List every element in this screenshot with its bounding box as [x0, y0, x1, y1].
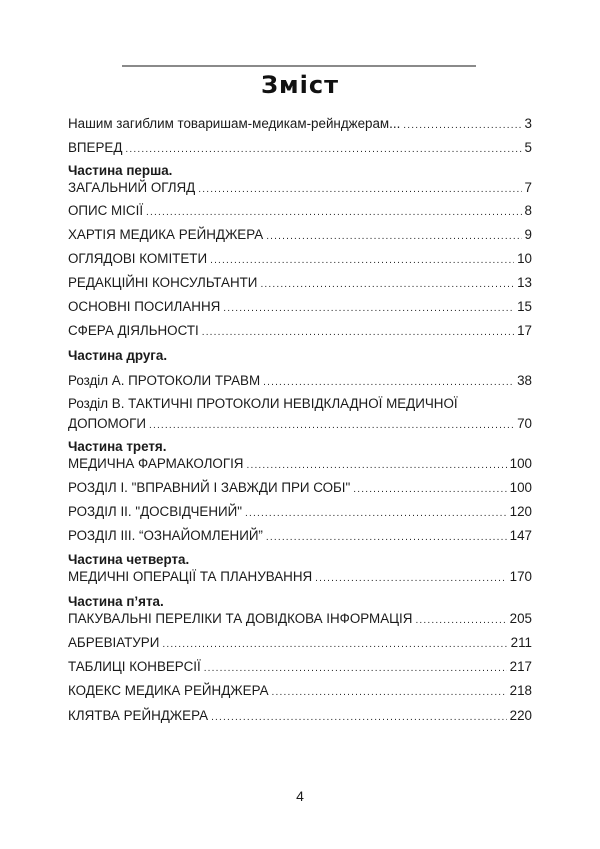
toc-entry[interactable]	[68, 634, 532, 652]
leader-dots	[260, 276, 514, 294]
toc-entry-label: Розділ А. ПРОТОКОЛИ ТРАВМ	[68, 373, 261, 388]
toc-entry-label: ВПЕРЕД	[68, 140, 123, 155]
toc-entry-label: РЕДАКЦІЙНІ КОНСУЛЬТАНТИ	[68, 275, 258, 290]
toc-entry-page: 13	[517, 275, 532, 290]
page-number: 4	[296, 788, 304, 804]
toc-entry-label: МЕДИЧНА ФАРМАКОЛОГІЯ	[68, 456, 244, 471]
leader-dots	[223, 300, 514, 318]
toc-entry-page: 7	[524, 180, 532, 195]
toc-entry[interactable]	[68, 658, 532, 676]
leader-dots	[162, 636, 507, 654]
toc-entry-label: КОДЕКС МЕДИКА РЕЙНДЖЕРА	[68, 683, 269, 698]
leader-dots	[202, 324, 514, 342]
toc-entry-page: 3	[524, 116, 532, 131]
toc-entry-label: ТАБЛИЦІ КОНВЕРСІЇ	[68, 659, 201, 674]
toc-entry-multiline-first[interactable]	[68, 395, 532, 413]
toc-entry-page: 170	[509, 569, 532, 584]
toc-entry-label: РОЗДІЛ ІІІ. “ОЗНАЙОМЛЕНИЙ”	[68, 528, 263, 543]
toc-entry-page: 9	[524, 227, 532, 242]
toc-entry[interactable]	[68, 372, 532, 390]
leader-dots	[146, 204, 522, 222]
toc-entry[interactable]	[68, 274, 532, 292]
part-heading-5: Частина п’ята.	[68, 594, 164, 609]
leader-dots	[210, 252, 514, 270]
part-heading-4: Частина четверта.	[68, 552, 190, 567]
toc-entry-label: Розділ В. ТАКТИЧНІ ПРОТОКОЛИ НЕВІДКЛАДНОЇ МЕДИЧНОЇ	[68, 396, 458, 411]
leader-dots	[353, 481, 506, 499]
leader-dots	[204, 660, 507, 678]
toc-entry-label: СФЕРА ДІЯЛЬНОСТІ	[68, 323, 199, 338]
leader-dots	[198, 181, 521, 199]
toc-entry-label-cont: ДОПОМОГИ	[68, 416, 146, 431]
part-heading-3: Частина третя.	[68, 439, 167, 454]
header-rule	[122, 65, 476, 67]
toc-entry-page: 211	[510, 635, 532, 650]
toc-entry[interactable]	[68, 455, 532, 473]
leader-dots	[125, 141, 521, 159]
toc-entry-page: 220	[509, 708, 532, 723]
toc-entry-page: 100	[509, 480, 532, 495]
toc-entry-page: 15	[517, 299, 532, 314]
toc-entry-foreword[interactable]	[68, 139, 532, 157]
toc-entry[interactable]	[68, 479, 532, 497]
toc-entry-label: МЕДИЧНІ ОПЕРАЦІЇ ТА ПЛАНУВАННЯ	[68, 569, 313, 584]
toc-entry[interactable]	[68, 250, 532, 268]
toc-entry[interactable]	[68, 707, 532, 725]
leader-dots	[272, 684, 507, 702]
leader-dots	[415, 612, 506, 630]
toc-entry[interactable]	[68, 179, 532, 197]
toc-entry[interactable]	[68, 322, 532, 340]
toc-entry-page: 218	[509, 683, 532, 698]
leader-dots	[149, 417, 514, 435]
toc-entry[interactable]	[68, 503, 532, 521]
leader-dots	[263, 374, 514, 392]
toc-entry-page: 217	[509, 659, 532, 674]
leader-dots	[211, 709, 507, 727]
leader-dots	[245, 505, 507, 523]
page-title: Зміст	[260, 71, 340, 99]
toc-entry[interactable]	[68, 202, 532, 220]
toc-entry[interactable]	[68, 527, 532, 545]
toc-entry-label: АБРЕВІАТУРИ	[68, 635, 160, 650]
leader-dots	[246, 457, 506, 475]
toc-entry-multiline-cont[interactable]	[68, 415, 532, 433]
toc-entry-label: КЛЯТВА РЕЙНДЖЕРА	[68, 708, 209, 723]
toc-entry-page: 100	[509, 456, 532, 471]
toc-entry-label: ОСНОВНІ ПОСИЛАННЯ	[68, 299, 221, 314]
toc-entry[interactable]	[68, 298, 532, 316]
toc-entry-label: РОЗДІЛ ІІ. "ДОСВІДЧЕНИЙ"	[68, 504, 243, 519]
toc-entry-page: 120	[509, 504, 532, 519]
toc-entry-page: 147	[509, 528, 532, 543]
leader-dots	[315, 570, 507, 588]
part-heading-1: Частина перша.	[68, 163, 173, 178]
toc-entry[interactable]	[68, 568, 532, 586]
toc-entry-page: 8	[524, 203, 532, 218]
toc-entry[interactable]	[68, 610, 532, 628]
toc-entry[interactable]	[68, 682, 532, 700]
toc-entry-label: ОПИС МІСІЇ	[68, 203, 144, 218]
toc-entry-label: ЗАГАЛЬНИЙ ОГЛЯД	[68, 180, 196, 195]
toc-entry-page: 10	[517, 251, 532, 266]
toc-entry-page: 17	[517, 323, 532, 338]
leader-dots	[266, 228, 521, 246]
leader-dots	[403, 117, 521, 135]
toc-entry-page: 205	[509, 611, 532, 626]
toc-entry-label: ХАРТІЯ МЕДИКА РЕЙНДЖЕРА	[68, 227, 264, 242]
leader-dots	[266, 529, 507, 547]
toc-entry-label: ПАКУВАЛЬНІ ПЕРЕЛІКИ ТА ДОВІДКОВА ІНФОРМАЦІЯ	[68, 611, 413, 626]
part-heading-2: Частина друга.	[68, 348, 168, 363]
toc-entry-dedication[interactable]	[68, 115, 532, 133]
toc-entry-page: 70	[517, 416, 532, 431]
toc-entry-page: 5	[524, 140, 532, 155]
toc-entry-page: 38	[517, 373, 532, 388]
toc-entry-label: ОГЛЯДОВІ КОМІТЕТИ	[68, 251, 208, 266]
toc-entry-label: Нашим загиблим товаришам-медикам-рейнджерам...	[68, 116, 401, 131]
toc-entry[interactable]	[68, 226, 532, 244]
toc-entry-label: РОЗДІЛ І. "ВПРАВНИЙ І ЗАВЖДИ ПРИ СОБІ"	[68, 480, 351, 495]
